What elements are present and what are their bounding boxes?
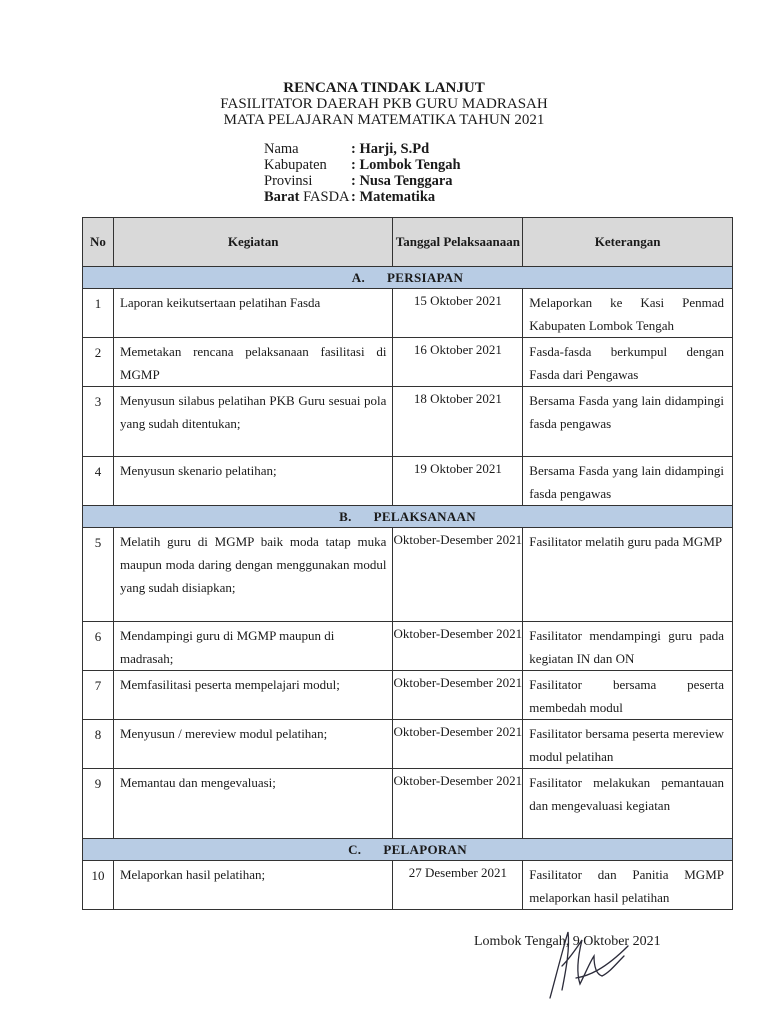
cell-keterangan: Fasilitator dan Panitia MGMP melaporkan hasil pelatihan (523, 861, 733, 910)
section-heading (83, 506, 733, 528)
section-letter: B. (339, 508, 352, 524)
table-row (83, 528, 733, 622)
info-row-nama (264, 141, 461, 157)
cell-keterangan: Fasda-fasda berkumpul dengan Fasda dari Pengawas (523, 338, 733, 387)
section-name: PERSIAPAN (387, 269, 464, 285)
cell-kegiatan: Mendampingi guru di MGMP maupun di madrasah; (113, 622, 392, 671)
document-title: RENCANA TINDAK LANJUT (283, 80, 485, 96)
cell-tanggal: 27 Desember 2021 (393, 861, 523, 910)
cell-tanggal: Oktober-Desember 2021 (393, 720, 523, 769)
cell-kegiatan: Menyusun / mereview modul pelatihan; (113, 720, 392, 769)
section-row-persiapan (83, 267, 733, 289)
cell-tanggal: 19 Oktober 2021 (393, 457, 523, 506)
cell-no: 9 (83, 769, 114, 839)
cell-tanggal: 18 Oktober 2021 (393, 387, 523, 457)
section-heading (83, 267, 733, 289)
table-header-row (83, 218, 733, 267)
cell-no: 4 (83, 457, 114, 506)
header-tanggal: Tanggal Pelaksaanaan (393, 218, 523, 267)
cell-kegiatan: Melatih guru di MGMP baik moda tatap muka maupun moda daring dengan menggunakan modul yang sudah disiapkan; (113, 528, 392, 622)
cell-keterangan: Fasilitator mendampingi guru pada kegiatan IN dan ON (523, 622, 733, 671)
barat-fasda-label (264, 189, 351, 205)
cell-keterangan: Bersama Fasda yang lain didampingi fasda pengawas (523, 387, 733, 457)
cell-kegiatan: Memantau dan mengevaluasi; (113, 769, 392, 839)
header-no: No (83, 218, 114, 267)
cell-no: 10 (83, 861, 114, 910)
nama-value: : Harji, S.Pd (351, 141, 430, 157)
cell-kegiatan: Memfasilitasi peserta mempelajari modul; (113, 671, 392, 720)
cell-keterangan: Fasilitator bersama peserta membedah modul (523, 671, 733, 720)
cell-kegiatan: Memetakan rencana pelaksanaan fasilitasi di MGMP (113, 338, 392, 387)
document-subtitle-2: MATA PELAJARAN MATEMATIKA TAHUN 2021 (223, 112, 545, 128)
cell-no: 3 (83, 387, 114, 457)
cell-keterangan: Fasilitator bersama peserta mereview modul pelatihan (523, 720, 733, 769)
identity-info (264, 141, 461, 205)
cell-no: 1 (83, 289, 114, 338)
section-name: PELAKSANAAN (373, 508, 476, 524)
cell-no: 5 (83, 528, 114, 622)
document-subtitle-1: FASILITATOR DAERAH PKB GURU MADRASAH (220, 96, 548, 112)
cell-tanggal: 15 Oktober 2021 (393, 289, 523, 338)
kabupaten-label: Kabupaten (264, 157, 327, 173)
barat-label-rest: FASDA (299, 189, 350, 205)
cell-tanggal: Oktober-Desember 2021 (393, 622, 523, 671)
table-row (83, 720, 733, 769)
table-row (83, 671, 733, 720)
cell-keterangan: Melaporkan ke Kasi Penmad Kabupaten Lombok Tengah (523, 289, 733, 338)
section-row-pelaporan (83, 839, 733, 861)
info-row-barat-fasda (264, 189, 461, 205)
document-title-block (0, 80, 768, 128)
cell-tanggal: 16 Oktober 2021 (393, 338, 523, 387)
action-plan-table (82, 217, 733, 910)
cell-no: 8 (83, 720, 114, 769)
table-row (83, 769, 733, 839)
cell-no: 6 (83, 622, 114, 671)
info-row-provinsi (264, 173, 461, 189)
nama-label: Nama (264, 141, 299, 157)
cell-kegiatan: Melaporkan hasil pelatihan; (113, 861, 392, 910)
table-row (83, 289, 733, 338)
section-row-pelaksanaan (83, 506, 733, 528)
section-letter: C. (348, 841, 362, 857)
barat-label-bold: Barat (264, 189, 300, 205)
cell-keterangan: Fasilitator melatih guru pada MGMP (523, 528, 733, 622)
provinsi-label: Provinsi (264, 173, 313, 189)
info-row-kabupaten (264, 157, 461, 173)
kabupaten-value: : Lombok Tengah (351, 157, 461, 173)
cell-tanggal: Oktober-Desember 2021 (393, 528, 523, 622)
barat-fasda-value: : Matematika (351, 189, 436, 205)
cell-keterangan: Fasilitator melakukan pemantauan dan mengevaluasi kegiatan (523, 769, 733, 839)
signature-image (532, 926, 642, 1006)
table-row (83, 338, 733, 387)
place-date: Lombok Tengah, 9 Oktober 2021 (474, 934, 661, 949)
cell-kegiatan: Menyusun silabus pelatihan PKB Guru sesuai pola yang sudah ditentukan; (113, 387, 392, 457)
section-letter: A. (351, 269, 366, 285)
cell-tanggal: Oktober-Desember 2021 (393, 671, 523, 720)
header-kegiatan: Kegiatan (113, 218, 392, 267)
table-row (83, 861, 733, 910)
table-row (83, 622, 733, 671)
section-name: PELAPORAN (383, 841, 467, 857)
cell-no: 2 (83, 338, 114, 387)
cell-tanggal: Oktober-Desember 2021 (393, 769, 523, 839)
cell-kegiatan: Menyusun skenario pelatihan; (113, 457, 392, 506)
cell-no: 7 (83, 671, 114, 720)
header-keterangan: Keterangan (523, 218, 733, 267)
table-row (83, 387, 733, 457)
cell-keterangan: Bersama Fasda yang lain didampingi fasda pengawas (523, 457, 733, 506)
table-row (83, 457, 733, 506)
cell-kegiatan: Laporan keikutsertaan pelatihan Fasda (113, 289, 392, 338)
provinsi-value: : Nusa Tenggara (351, 173, 453, 189)
section-heading (83, 839, 733, 861)
